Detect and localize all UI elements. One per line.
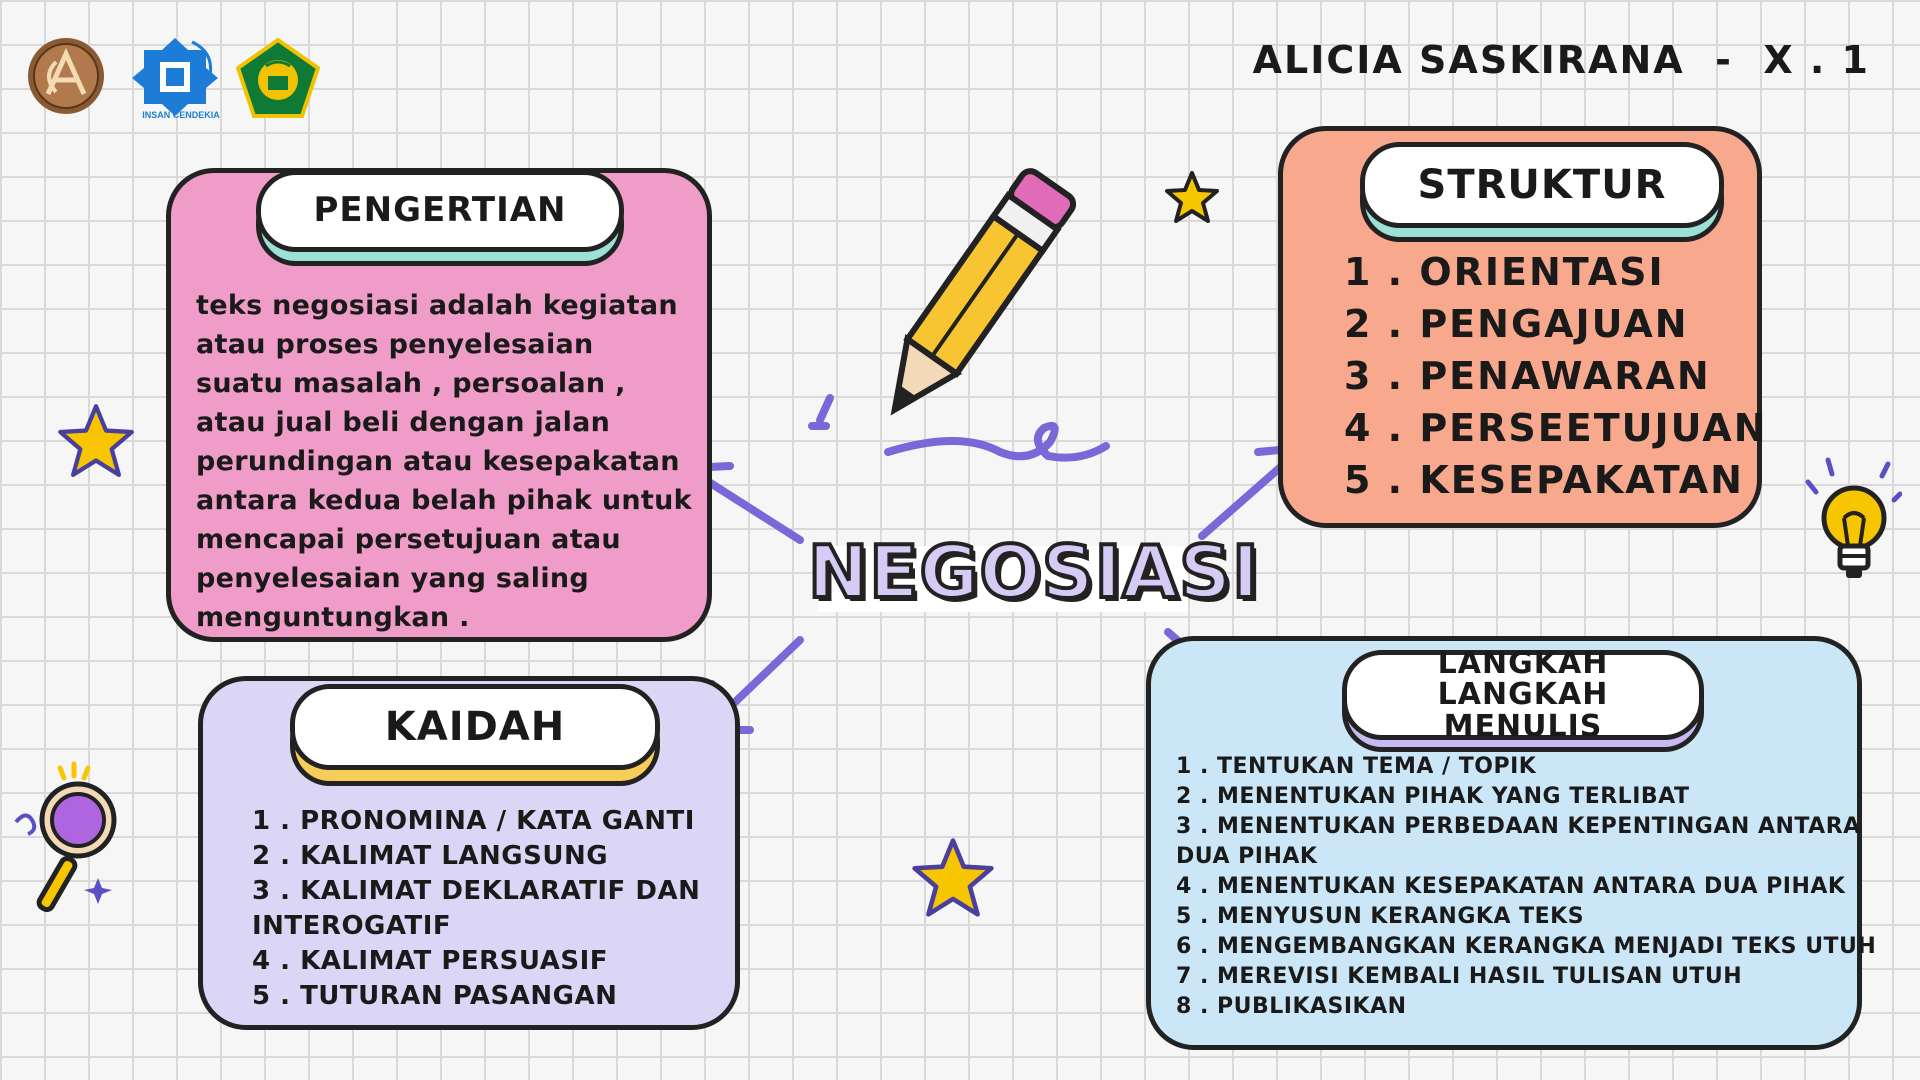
pengertian-line: atau proses penyelesaian (196, 329, 594, 360)
logo-insan-cendekia-text: INSAN CENDEKIA (142, 110, 220, 120)
list-item: 5 . MENYUSUN KERANGKA TEKS (1176, 904, 1585, 929)
logo-seal-icon (26, 36, 106, 116)
pengertian-title: PENGERTIAN (256, 170, 624, 252)
author-label: ALICIA SASKIRANA - X . 1 (1252, 38, 1870, 82)
list-item: 7 . MEREVISI KEMBALI HASIL TULISAN UTUH (1176, 964, 1743, 989)
list-item: DUA PIHAK (1176, 844, 1318, 869)
pengertian-line: mencapai persetujuan atau (196, 524, 621, 555)
list-item: 2 . KALIMAT LANGSUNG (252, 841, 609, 871)
list-item: 2 . MENENTUKAN PIHAK YANG TERLIBAT (1176, 784, 1690, 809)
pengertian-line: menguntungkan . (196, 602, 470, 633)
kaidah-list (252, 804, 700, 1014)
list-item: 1 . PRONOMINA / KATA GANTI (252, 806, 695, 836)
langkah-title-line: LANGKAH LANGKAH (1437, 645, 1609, 713)
star-icon (56, 402, 136, 482)
center-title: NEGOSIASI (808, 530, 1260, 614)
pencil-icon (850, 150, 1100, 440)
list-item: 1 . ORIENTASI (1344, 250, 1665, 294)
pengertian-line: perundingan atau kesepakatan (196, 446, 680, 477)
langkah-title-line: MENULIS (1443, 708, 1603, 744)
star-icon (1164, 170, 1220, 226)
list-item: 2 . PENGAJUAN (1344, 302, 1689, 346)
struktur-title: STRUKTUR (1360, 142, 1724, 228)
logo-insan-cendekia-icon (130, 32, 220, 122)
pengertian-line: suatu masalah , persoalan , (196, 368, 626, 399)
list-item: 4 . MENENTUKAN KESEPAKATAN ANTARA DUA PIHAK (1176, 874, 1846, 899)
kaidah-title: KAIDAH (290, 684, 660, 770)
pengertian-line: atau jual beli dengan jalan (196, 407, 611, 438)
list-item: 1 . TENTUKAN TEMA / TOPIK (1176, 754, 1537, 779)
list-item: 3 . MENENTUKAN PERBEDAAN KEPENTINGAN ANTARA (1176, 814, 1861, 839)
list-item: 3 . PENAWARAN (1344, 354, 1711, 398)
star-icon (910, 836, 996, 922)
logo-kemenag-icon (236, 38, 320, 118)
magnifier-icon (10, 760, 130, 920)
pengertian-text (196, 286, 696, 637)
list-item: 5 . TUTURAN PASANGAN (252, 981, 618, 1011)
langkah-title (1342, 645, 1704, 744)
pengertian-line: penyelesaian yang saling (196, 563, 590, 594)
list-item: 4 . PERSEETUJUAN (1344, 406, 1768, 450)
list-item: INTEROGATIF (252, 911, 452, 941)
pengertian-line: antara kedua belah pihak untuk (196, 485, 692, 516)
lightbulb-icon (1802, 454, 1902, 604)
list-item: 6 . MENGEMBANGKAN KERANGKA MENJADI TEKS UTUH (1176, 934, 1877, 959)
list-item: 4 . KALIMAT PERSUASIF (252, 946, 609, 976)
list-item: 3 . KALIMAT DEKLARATIF DAN (252, 876, 701, 906)
list-item: 5 . KESEPAKATAN (1344, 458, 1744, 502)
pengertian-line: teks negosiasi adalah kegiatan (196, 290, 678, 321)
struktur-list (1344, 246, 1768, 506)
list-item: 8 . PUBLIKASIKAN (1176, 994, 1407, 1019)
langkah-list (1176, 752, 1876, 1022)
